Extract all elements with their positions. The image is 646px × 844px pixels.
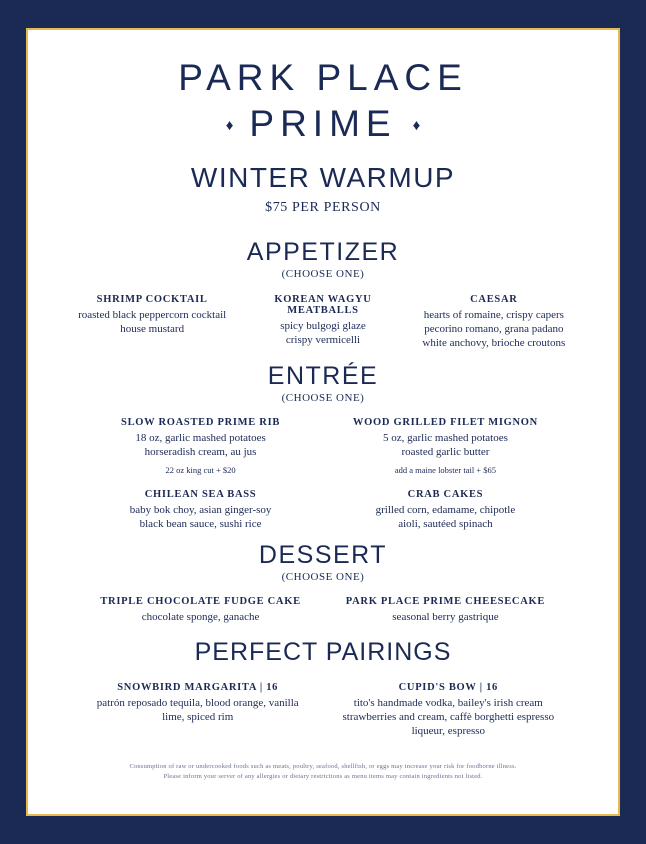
item-description: baby bok choy, asian ginger-soy black bean sauce, sushi rice (129, 504, 272, 530)
item-description: seasonal berry gastrique (392, 611, 499, 623)
brand-name-line2-row (58, 102, 588, 146)
gold-border-frame (26, 28, 620, 816)
item-name: CRAB CAKES (407, 489, 484, 500)
item-name: SNOWBIRD MARGARITA | 16 (117, 682, 279, 693)
menu-item (92, 489, 309, 531)
item-description: tito's handmade vodka, bailey's irish cream strawberries and cream, caffè borghetti espresso liqueur, espresso (342, 697, 555, 737)
item-description: spicy bulgogi glaze crispy vermicelli (280, 320, 366, 346)
item-description: 18 oz, garlic mashed potatoes horseradish cream, au jus (135, 432, 266, 458)
menu-item (92, 596, 309, 624)
disclaimer-line-1: Consumption of raw or undercooked foods such as meats, poultry, seafood, shellfish, or eggs may increase your risk for foodborne illness. (129, 763, 517, 770)
pairings-heading: PERFECT PAIRINGS (194, 638, 452, 666)
menu-title: WINTER WARMUP (190, 162, 456, 193)
menu-item (333, 682, 564, 738)
item-description: 5 oz, garlic mashed potatoes roasted garlic butter (382, 432, 508, 458)
menu-price: $75 PER PERSON (265, 200, 381, 215)
item-name: KOREAN WAGYU MEATBALLS (274, 294, 372, 316)
dessert-subheading: (CHOOSE ONE) (281, 571, 365, 583)
entree-heading: ENTRÉE (267, 362, 379, 390)
menu-item (337, 596, 554, 624)
item-description: roasted black peppercorn cocktail house mustard (78, 309, 227, 335)
section-appetizer (58, 238, 588, 350)
brand-name-line1: PARK PLACE (178, 57, 468, 98)
dessert-items (58, 596, 588, 624)
item-name: CAESAR (470, 294, 518, 305)
section-dessert (58, 541, 588, 624)
menu-item (239, 294, 407, 350)
item-description: chocolate sponge, ganache (141, 611, 260, 623)
section-entree (58, 362, 588, 531)
entree-subheading: (CHOOSE ONE) (281, 392, 365, 404)
item-name: CHILEAN SEA BASS (144, 489, 257, 500)
item-name: SHRIMP COCKTAIL (96, 294, 208, 305)
item-description: grilled corn, edamame, chipotle aioli, sautéed spinach (375, 504, 516, 530)
disclaimer (58, 762, 588, 782)
item-addon: 22 oz king cut + $20 (165, 465, 236, 475)
diamond-left-icon: ♦ (225, 117, 234, 134)
appetizer-subheading: (CHOOSE ONE) (281, 268, 365, 280)
menu-content (34, 36, 612, 808)
menu-item (92, 417, 309, 476)
item-name: PARK PLACE PRIME CHEESECAKE (345, 596, 546, 607)
item-description: hearts of romaine, crispy capers pecorino romano, grana padano white anchovy, brioche croutons (422, 309, 566, 349)
item-description: patrón reposado tequila, blood orange, vanilla lime, spiced rim (96, 697, 299, 723)
appetizer-heading: APPETIZER (246, 238, 400, 266)
item-name: TRIPLE CHOCOLATE FUDGE CAKE (100, 596, 301, 607)
dessert-heading: DESSERT (258, 541, 388, 569)
entree-items-row-2 (58, 489, 588, 531)
appetizer-items (58, 294, 588, 350)
menu-item (337, 417, 554, 476)
item-name: SLOW ROASTED PRIME RIB (121, 417, 281, 428)
menu-item (68, 294, 236, 350)
entree-items-row-1 (58, 417, 588, 476)
item-name: WOOD GRILLED FILET MIGNON (352, 417, 538, 428)
diamond-right-icon: ♦ (412, 117, 421, 134)
menu-item (337, 489, 554, 531)
item-name: CUPID'S BOW | 16 (398, 682, 498, 693)
disclaimer-line-2: Please inform your server of any allergies or dietary restrictions as menu items may contain ingredients not listed. (163, 773, 483, 780)
pairings-items (58, 682, 588, 738)
menu-item (82, 682, 313, 738)
section-perfect-pairings (58, 638, 588, 738)
menu-item (410, 294, 578, 350)
brand-name-line2: PRIME (249, 103, 397, 144)
item-addon: add a maine lobster tail + $65 (394, 465, 496, 475)
